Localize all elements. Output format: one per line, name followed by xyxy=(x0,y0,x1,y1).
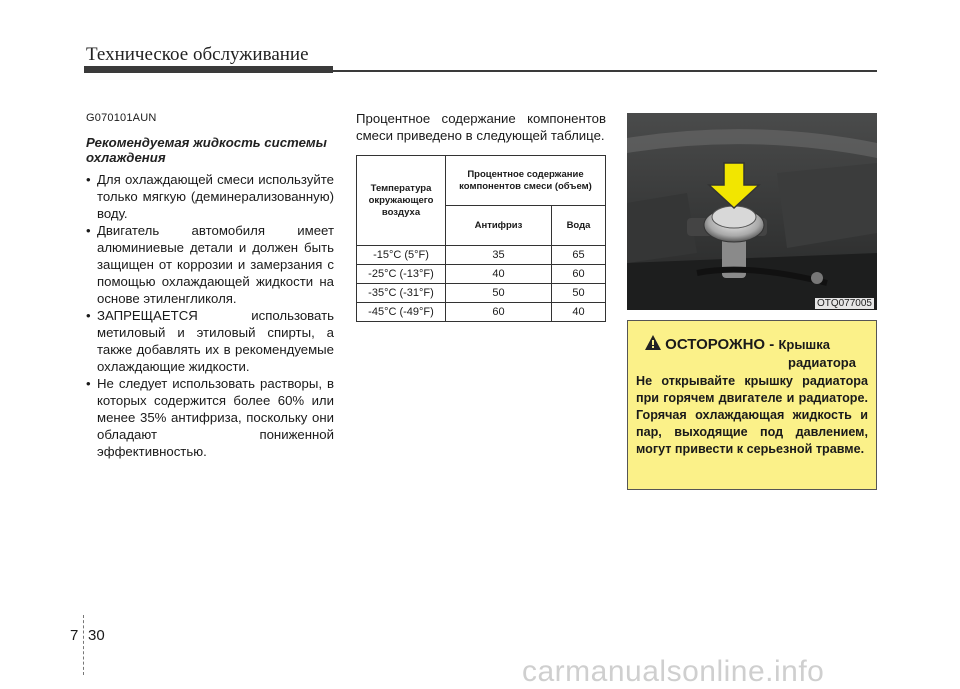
bullet-item: • Не следует использовать растворы, в которых содержится более 60% или менее 35% антифриза, поскольку они обладают пониженной эффективностью. xyxy=(86,375,334,460)
temperature-cell: -15°C (5°F) xyxy=(357,246,446,265)
middle-column xyxy=(356,110,606,322)
radiator-cap-photo xyxy=(627,113,877,310)
water-cell: 50 xyxy=(551,284,605,303)
bullet-item: • ЗАПРЕЩАЕТСЯ использовать метиловый и этиловый спирты, а также добавлять их в рекомендуемые охлаждающие жидкости. xyxy=(86,307,334,375)
table-row xyxy=(357,265,606,284)
page-divider xyxy=(83,615,84,675)
page-header-title: Техническое обслуживание xyxy=(86,44,309,65)
warning-subject-line2: радиатора xyxy=(788,355,856,370)
engine-bay-illustration xyxy=(627,113,877,310)
coolant-mix-table xyxy=(356,155,606,322)
antifreeze-header: Антифриз xyxy=(446,206,552,246)
temperature-cell: -45°C (-49°F) xyxy=(357,303,446,322)
section-code: G070101AUN xyxy=(86,112,157,124)
water-cell: 60 xyxy=(551,265,605,284)
temperature-cell: -35°C (-31°F) xyxy=(357,284,446,303)
temperature-header: Температура окружающего воздуха xyxy=(357,156,446,246)
table-intro: Процентное содержание компонентов смеси приведено в следующей таблице. xyxy=(356,111,606,143)
warning-triangle-icon xyxy=(645,335,661,350)
page-number: 30 xyxy=(88,627,105,644)
water-header: Вода xyxy=(551,206,605,246)
table-row xyxy=(357,303,606,322)
chapter-number: 7 xyxy=(70,627,79,644)
warning-title xyxy=(645,335,830,353)
mix-group-header: Процентное содержание компонентов смеси (объем) xyxy=(446,156,606,206)
left-column xyxy=(86,110,334,460)
watermark-text: carmanualsonline.info xyxy=(522,655,825,688)
header-rule xyxy=(333,70,877,72)
bullet-item: • Двигатель автомобиля имеет алюминиевые детали и должен быть защищен от коррозии и замерзания с помощью охлаждающей жидкости на основе этиленгликоля. xyxy=(86,222,334,307)
warning-text: Не открывайте крышку радиатора при горячем двигателе и радиаторе. Горячая охлаждающая жидкость и пар, выходящие под давлением, могут привести к серьезной травме. xyxy=(636,374,868,456)
antifreeze-cell: 40 xyxy=(446,265,552,284)
antifreeze-cell: 35 xyxy=(446,246,552,265)
warning-subject: Крышка xyxy=(778,337,830,352)
photo-caption: OTQ077005 xyxy=(816,298,872,309)
header-bar xyxy=(84,66,333,73)
table-row xyxy=(357,246,606,265)
temperature-cell: -25°C (-13°F) xyxy=(357,265,446,284)
water-cell: 40 xyxy=(551,303,605,322)
antifreeze-cell: 50 xyxy=(446,284,552,303)
antifreeze-cell: 60 xyxy=(446,303,552,322)
warning-box xyxy=(627,320,877,490)
bullet-item: • Для охлаждающей смеси используйте только мягкую (деминерализованную) воду. xyxy=(86,171,334,222)
bullet-list xyxy=(86,171,334,460)
water-cell: 65 xyxy=(551,246,605,265)
warning-label: ОСТОРОЖНО - xyxy=(665,336,775,353)
section-title: Рекомендуемая жидкость системы охлаждения xyxy=(86,135,327,165)
table-row xyxy=(357,284,606,303)
